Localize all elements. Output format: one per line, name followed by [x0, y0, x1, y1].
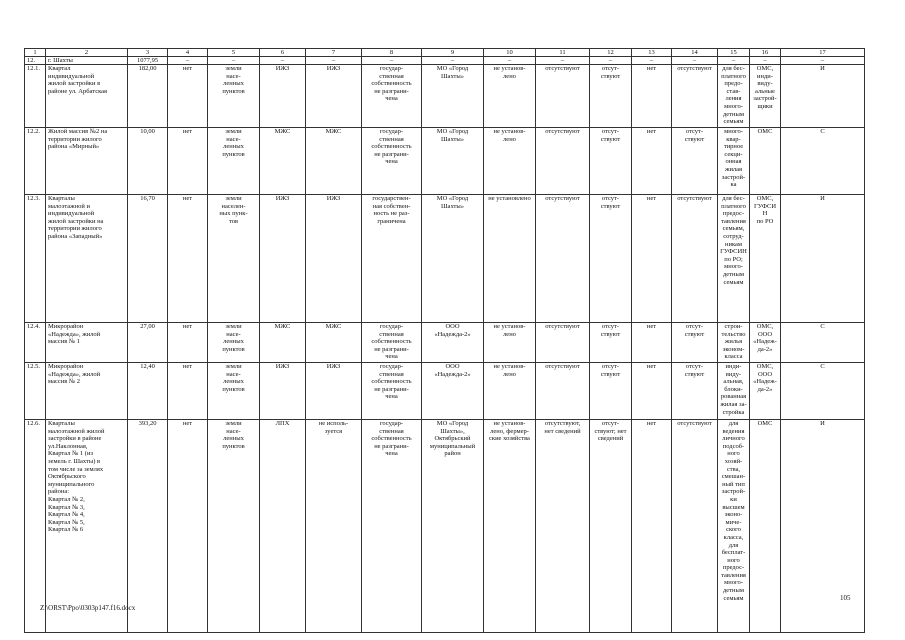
- table-cell: ООО «Надежда-2»: [422, 363, 484, 420]
- table-cell: –: [632, 57, 672, 65]
- table-cell: –: [672, 57, 718, 65]
- table-cell: 7: [306, 49, 362, 57]
- table-cell: ЛПХ: [260, 420, 306, 633]
- table-cell: земли насе- ленных пунктов: [208, 323, 260, 363]
- table-cell: не установ- лено: [484, 128, 536, 195]
- table-cell: ОМС, инди- виду- альные застрой- щики: [750, 65, 781, 128]
- table-cell: 6: [260, 49, 306, 57]
- table-cell: 182,00: [128, 65, 168, 128]
- table-cell: 17: [781, 49, 865, 57]
- table-cell: 12.2.: [25, 128, 46, 195]
- table-cell: для бес- платного предос- тавления семьям, сотруд- никам ГУФСИН по РО; много- детным семьям: [718, 195, 750, 323]
- table-cell: 3: [128, 49, 168, 57]
- table-cell: государ- ственная собственность не разграни- чена: [362, 323, 422, 363]
- table-cell: строи- тельство жилья эконом- класса: [718, 323, 750, 363]
- table-cell: 393,20: [128, 420, 168, 633]
- table-cell: отсут- ствуют: [590, 65, 632, 128]
- table-cell: отсутствуют: [672, 65, 718, 128]
- city-row: [25, 57, 865, 65]
- table-cell: –: [260, 57, 306, 65]
- table-cell: для ведения личного подсоб- ного хозяй- ства, смешан- ный тип застрой- ки высшем эконо- миче- ского класса, для бесплат- ного предос- тавления много- детным семьям: [718, 420, 750, 633]
- table-cell: МЖС: [260, 128, 306, 195]
- table-cell: Жилой массив №2 на территории жилого района «Мирный»: [46, 128, 128, 195]
- table-cell: МО «Город Шахты»: [422, 128, 484, 195]
- table-cell: МЖС: [260, 323, 306, 363]
- table-cell: 12.5.: [25, 363, 46, 420]
- table-cell: –: [750, 57, 781, 65]
- table-cell: отсут- ствуют: [672, 363, 718, 420]
- table-cell: земли насе- ленных пунктов: [208, 128, 260, 195]
- table-cell: земли насе- ленных пунктов: [208, 363, 260, 420]
- table-cell: отсутствуют: [672, 420, 718, 633]
- table-cell: не установ- лено: [484, 363, 536, 420]
- footer-file-path: Z:\ORST\Ppo\0303p147.f16.docx: [40, 604, 136, 612]
- table-cell: г. Шахты: [46, 57, 128, 65]
- table-cell: не установлено: [484, 195, 536, 323]
- table-cell: МО «Город Шахты»: [422, 65, 484, 128]
- table-cell: для бес- платного предо- став- ления много- детным семьям: [718, 65, 750, 128]
- table-cell: нет: [632, 65, 672, 128]
- table-cell: нет: [632, 420, 672, 633]
- table-cell: МЖС: [306, 323, 362, 363]
- table-cell: Микрорайон «Надежда», жилой массив № 1: [46, 323, 128, 363]
- table-cell: И: [781, 195, 865, 323]
- table-cell: нет: [168, 420, 208, 633]
- table-row: [25, 195, 865, 323]
- table-cell: 27,00: [128, 323, 168, 363]
- table-cell: 5: [208, 49, 260, 57]
- page-number: 105: [840, 594, 851, 602]
- table-cell: 4: [168, 49, 208, 57]
- table-cell: ИЖЗ: [306, 195, 362, 323]
- table-cell: 12,40: [128, 363, 168, 420]
- table-cell: И: [781, 420, 865, 633]
- table-cell: земли насе- ленных пунктов: [208, 420, 260, 633]
- table-cell: отсут- ствуют: [590, 323, 632, 363]
- table-cell: нет: [632, 323, 672, 363]
- table-cell: земли населен- ных пунк- тов: [208, 195, 260, 323]
- table-cell: МЖС: [306, 128, 362, 195]
- table-cell: –: [306, 57, 362, 65]
- table-cell: нет: [168, 363, 208, 420]
- table-cell: –: [168, 57, 208, 65]
- table-cell: Кварталы малоэтажной жилой застройки в районе ул.Наклонная, Квартал № 1 (из земель г. Шахты) в том числе за землях Октябрьского муниципального района: Квартал № 2, Квартал № 3, Квартал № 4, Квартал № 5, Квартал № 6: [46, 420, 128, 633]
- table-cell: государ- ственная собственность не разграни- чена: [362, 363, 422, 420]
- table-cell: не установ- лено, фермер- ские хозяйства: [484, 420, 536, 633]
- table-cell: государ- ственная собственность не разграни- чена: [362, 420, 422, 633]
- table-cell: 11: [536, 49, 590, 57]
- table-cell: государ- ственная собственность не разграни- чена: [362, 128, 422, 195]
- table-cell: не установ- лено: [484, 65, 536, 128]
- table-cell: не установ- лено: [484, 323, 536, 363]
- table-cell: нет: [632, 128, 672, 195]
- table-cell: не исполь- зуется: [306, 420, 362, 633]
- table-cell: 12.: [25, 57, 46, 65]
- table-row: [25, 363, 865, 420]
- table-cell: государствен- ная собствен- ность не раз- граничена: [362, 195, 422, 323]
- table-cell: И: [781, 65, 865, 128]
- table-cell: нет: [168, 323, 208, 363]
- table-row: [25, 323, 865, 363]
- table-row: [25, 128, 865, 195]
- table-cell: 2: [46, 49, 128, 57]
- table-cell: 12.6.: [25, 420, 46, 633]
- table-row: [25, 65, 865, 128]
- table-cell: ИЖЗ: [306, 65, 362, 128]
- table-cell: ОМС: [750, 128, 781, 195]
- table-cell: –: [208, 57, 260, 65]
- table-cell: С: [781, 323, 865, 363]
- table-cell: –: [781, 57, 865, 65]
- table-cell: 13: [632, 49, 672, 57]
- table-cell: нет: [632, 195, 672, 323]
- table-row: [25, 420, 865, 633]
- table-cell: государ- ственная собственность не разграни- чена: [362, 65, 422, 128]
- table-cell: ОМС, ООО «Надеж- да-2»: [750, 323, 781, 363]
- table-cell: Микрорайон «Надежда», жилой массив № 2: [46, 363, 128, 420]
- table-cell: ОМС: [750, 420, 781, 633]
- table-cell: отсутствуют: [536, 363, 590, 420]
- table-cell: ИЖЗ: [260, 195, 306, 323]
- table-cell: отсутствуют: [536, 65, 590, 128]
- table-cell: нет: [168, 195, 208, 323]
- table-cell: –: [718, 57, 750, 65]
- table-cell: отсутствуют: [536, 323, 590, 363]
- table-cell: инди- виду- альная, блоки- рованная жилая за- стройка: [718, 363, 750, 420]
- table-cell: ИЖЗ: [260, 363, 306, 420]
- table-cell: отсут- ствуют: [672, 128, 718, 195]
- table-cell: Квартал индивидуальной жилой застройки в районе ул. Арбатская: [46, 65, 128, 128]
- table-cell: 16: [750, 49, 781, 57]
- table-cell: отсут- ствуют: [590, 363, 632, 420]
- table-cell: ООО «Надежда-2»: [422, 323, 484, 363]
- table-cell: 12.3.: [25, 195, 46, 323]
- table-cell: нет: [168, 128, 208, 195]
- table-cell: ИЖЗ: [306, 363, 362, 420]
- table-cell: 15: [718, 49, 750, 57]
- table-cell: 1077,95: [128, 57, 168, 65]
- table-cell: МО «Город Шахты»: [422, 195, 484, 323]
- table-cell: ОМС, ГУФСИН по РО: [750, 195, 781, 323]
- table-cell: отсут- ствуют: [590, 195, 632, 323]
- table-cell: –: [484, 57, 536, 65]
- table-cell: нет: [632, 363, 672, 420]
- table-cell: 12.1.: [25, 65, 46, 128]
- table-cell: Кварталы малоэтажной и индивидуальной жилой застройки на территории жилого района «Западный»: [46, 195, 128, 323]
- table-cell: 12.4.: [25, 323, 46, 363]
- table-cell: 9: [422, 49, 484, 57]
- table-cell: 14: [672, 49, 718, 57]
- table-cell: 8: [362, 49, 422, 57]
- table-cell: ОМС, ООО «Надеж- да-2»: [750, 363, 781, 420]
- column-number-row: [25, 49, 865, 57]
- table-cell: 10: [484, 49, 536, 57]
- table-cell: –: [590, 57, 632, 65]
- table-cell: ИЖЗ: [260, 65, 306, 128]
- table-cell: –: [422, 57, 484, 65]
- table-cell: отсутствуют: [536, 128, 590, 195]
- table-cell: отсутствуют: [672, 195, 718, 323]
- table-cell: отсут- ствуют: [672, 323, 718, 363]
- table-cell: 16,70: [128, 195, 168, 323]
- table-cell: много- квар- тирное секци- онная жилая застрой- ка: [718, 128, 750, 195]
- table-cell: 1: [25, 49, 46, 57]
- table-cell: отсутствуют, нет сведений: [536, 420, 590, 633]
- table-cell: отсутствуют: [536, 195, 590, 323]
- table-cell: отсут- ствуют; нет сведений: [590, 420, 632, 633]
- table-cell: нет: [168, 65, 208, 128]
- table-cell: МО «Город Шахты», Октябрьский муниципальный район: [422, 420, 484, 633]
- table-cell: 10,00: [128, 128, 168, 195]
- table-cell: 12: [590, 49, 632, 57]
- table-cell: отсут- ствуют: [590, 128, 632, 195]
- table-cell: С: [781, 128, 865, 195]
- table-cell: земли насе- ленных пунктов: [208, 65, 260, 128]
- table-cell: –: [536, 57, 590, 65]
- land-plots-table: [24, 48, 865, 633]
- table-cell: С: [781, 363, 865, 420]
- table-cell: –: [362, 57, 422, 65]
